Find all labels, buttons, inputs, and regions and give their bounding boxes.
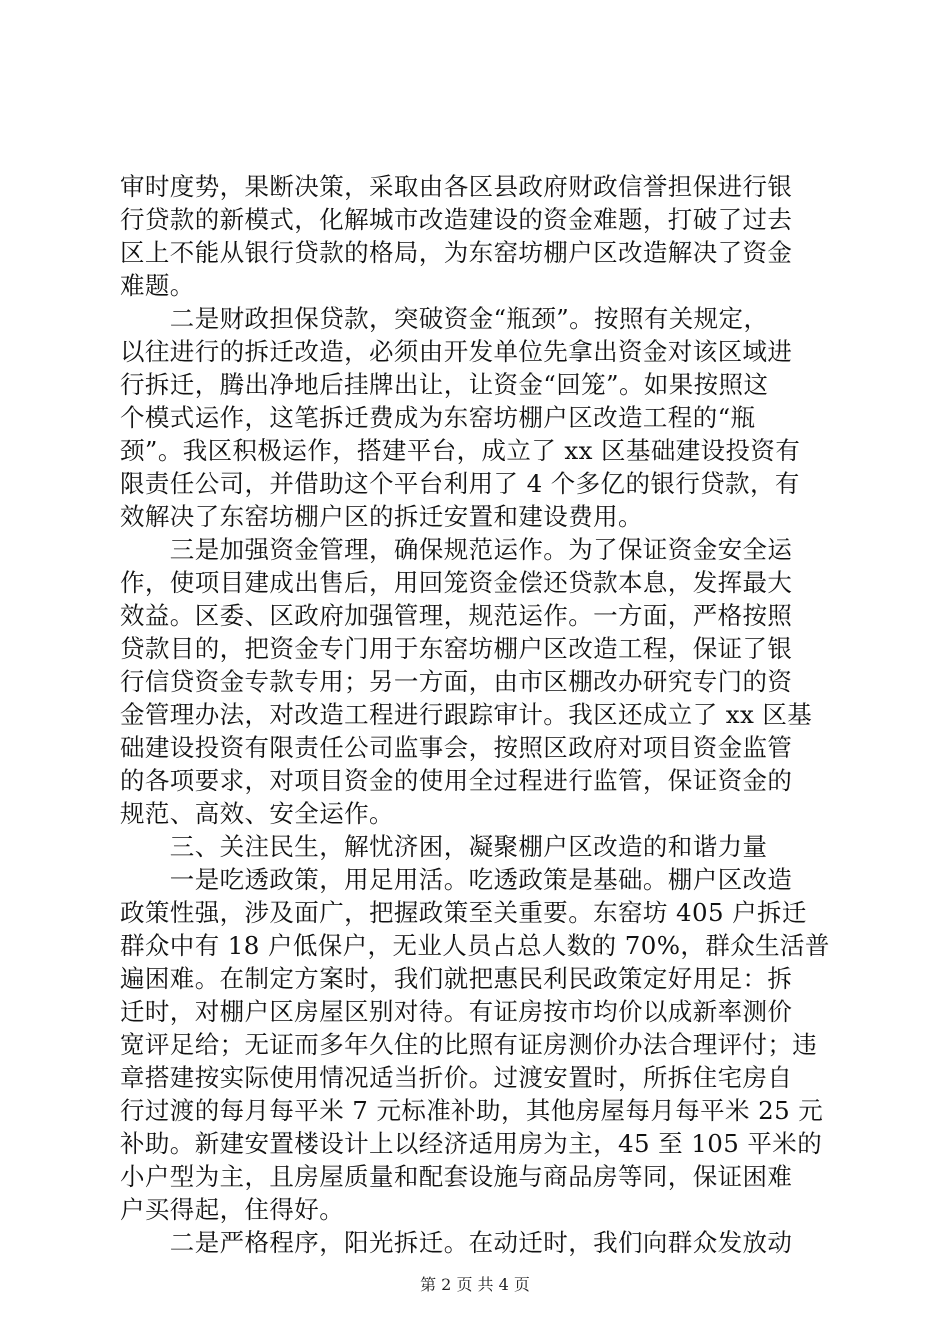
text-line: 一是吃透政策，用足用活。吃透政策是基础。棚户区改造 [120,865,793,894]
text-line: 以往进行的拆迁改造，必须由开发单位先拿出资金对该区域进 [120,337,793,366]
text-line: 行贷款的新模式，化解城市改造建设的资金难题，打破了过去 [120,205,793,234]
text-line: 金管理办法，对改造工程进行跟踪审计。我区还成立了 xx 区基 [120,700,813,729]
text-line: 户买得起，住得好。 [120,1195,345,1224]
text-line: 三是加强资金管理，确保规范运作。为了保证资金安全运 [120,535,793,564]
text-line: 补助。新建安置楼设计上以经济适用房为主，45 至 105 平米的 [120,1129,823,1158]
text-line: 效益。区委、区政府加强管理，规范运作。一方面，严格按照 [120,601,793,630]
text-line: 个模式运作，这笔拆迁费成为东窑坊棚户区改造工程的“瓶 [120,403,756,432]
text-line: 迁时，对棚户区房屋区别对待。有证房按市均价以成新率测价 [120,997,793,1026]
text-line: 行信贷资金专款专用；另一方面，由市区棚改办研究专门的资 [120,667,793,696]
text-line: 二是严格程序，阳光拆迁。在动迁时，我们向群众发放动 [120,1228,793,1257]
text-line: 遍困难。在制定方案时，我们就把惠民利民政策定好用足：拆 [120,964,793,993]
text-line: 宽评足给；无证而多年久住的比照有证房测价办法合理评付；违 [120,1030,818,1059]
text-line: 的各项要求，对项目资金的使用全过程进行监管，保证资金的 [120,766,793,795]
text-line: 础建设投资有限责任公司监事会，按照区政府对项目资金监管 [120,733,793,762]
text-line: 难题。 [120,271,195,300]
section-heading: 三、关注民生，解忧济困，凝聚棚户区改造的和谐力量 [120,832,768,861]
text-line: 小户型为主，且房屋质量和配套设施与商品房等同，保证困难 [120,1162,793,1191]
text-line: 二是财政担保贷款，突破资金“瓶颈”。按照有关规定， [120,304,769,333]
text-line: 行过渡的每月每平米 7 元标准补助，其他房屋每月每平米 25 元 [120,1096,824,1125]
text-line: 群众中有 18 户低保户，无业人员占总人数的 70%，群众生活普 [120,931,830,960]
text-line: 作，使项目建成出售后，用回笼资金偿还贷款本息，发挥最大 [120,568,793,597]
text-line: 限责任公司，并借助这个平台利用了 4 个多亿的银行贷款，有 [120,469,800,498]
text-line: 审时度势，果断决策，采取由各区县政府财政信誉担保进行银 [120,172,793,201]
text-line: 效解决了东窑坊棚户区的拆迁安置和建设费用。 [120,502,643,531]
text-line: 颈”。我区积极运作，搭建平台，成立了 xx 区基础建设投资有 [120,436,801,465]
text-line: 政策性强，涉及面广，把握政策至关重要。东窑坊 405 户拆迁 [120,898,807,927]
body-text [120,170,840,1259]
text-line: 章搭建按实际使用情况适当折价。过渡安置时，所拆住宅房自 [120,1063,793,1092]
page-number-footer: 第 2 页 共 4 页 [420,1275,530,1294]
text-line: 贷款目的，把资金专门用于东窑坊棚户区改造工程，保证了银 [120,634,793,663]
text-line: 区上不能从银行贷款的格局，为东窑坊棚户区改造解决了资金 [120,238,793,267]
text-line: 规范、高效、安全运作。 [120,799,394,828]
text-line: 行拆迁，腾出净地后挂牌出让，让资金“回笼”。如果按照这 [120,370,769,399]
